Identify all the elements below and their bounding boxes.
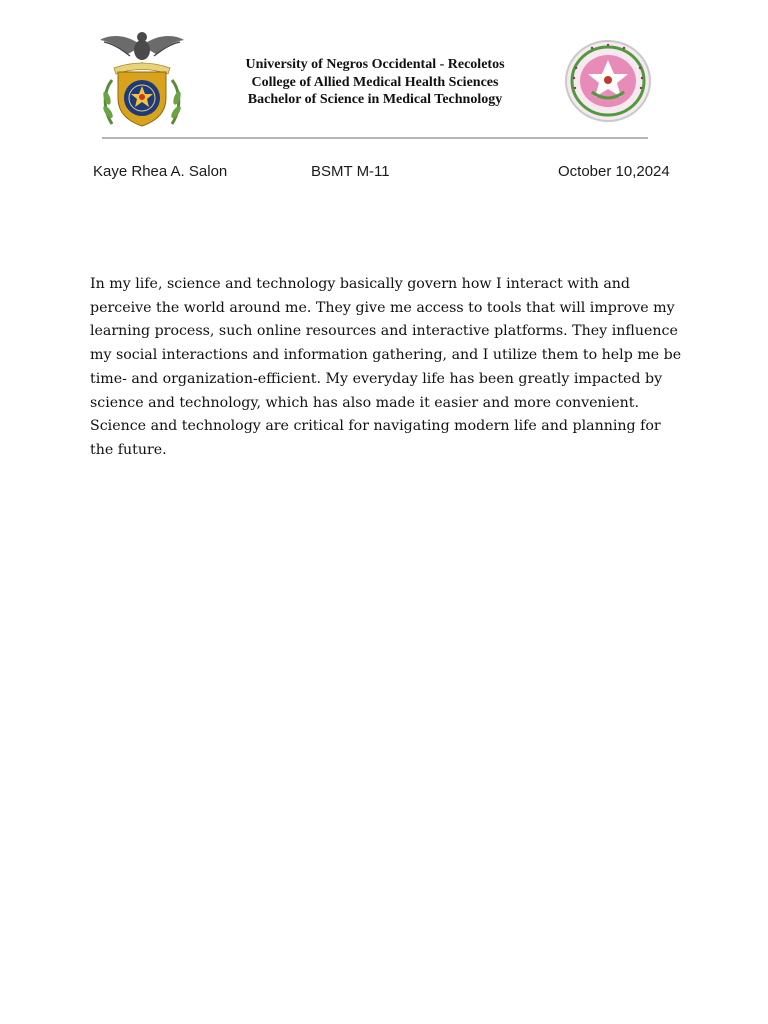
program-name: Bachelor of Science in Medical Technology: [247, 92, 503, 107]
section-code: BSMT M-11: [311, 163, 390, 180]
document-date: October 10,2024: [558, 163, 670, 180]
essay-line: time- and organization-efficient. My everyday life has been greatly impacted by: [90, 370, 663, 387]
essay-line: the future.: [90, 441, 167, 458]
student-name: Kaye Rhea A. Salon: [93, 163, 228, 180]
essay-line: In my life, science and technology basically govern how I interact with and: [90, 276, 631, 292]
header-divider: [102, 137, 648, 139]
essay-line: science and technology, which has also made it easier and more convenient.: [90, 394, 639, 411]
essay-paragraph: [90, 273, 690, 463]
college-name: College of Allied Medical Health Sciences: [251, 74, 499, 90]
letterhead: [200, 56, 550, 109]
essay-line: my social interactions and information gathering, and I utilize them to help me be: [90, 347, 682, 364]
university-seal-logo: [98, 28, 186, 130]
university-name: University of Negros Occidental - Recoletos: [245, 57, 505, 72]
essay-line: learning process, such online resources and interactive platforms. They influence: [90, 323, 678, 340]
essay-line: Science and technology are critical for navigating modern life and planning for: [90, 418, 661, 435]
essay-line: perceive the world around me. They give me access to tools that will improve my: [90, 299, 675, 316]
college-badge-logo: [562, 38, 654, 124]
